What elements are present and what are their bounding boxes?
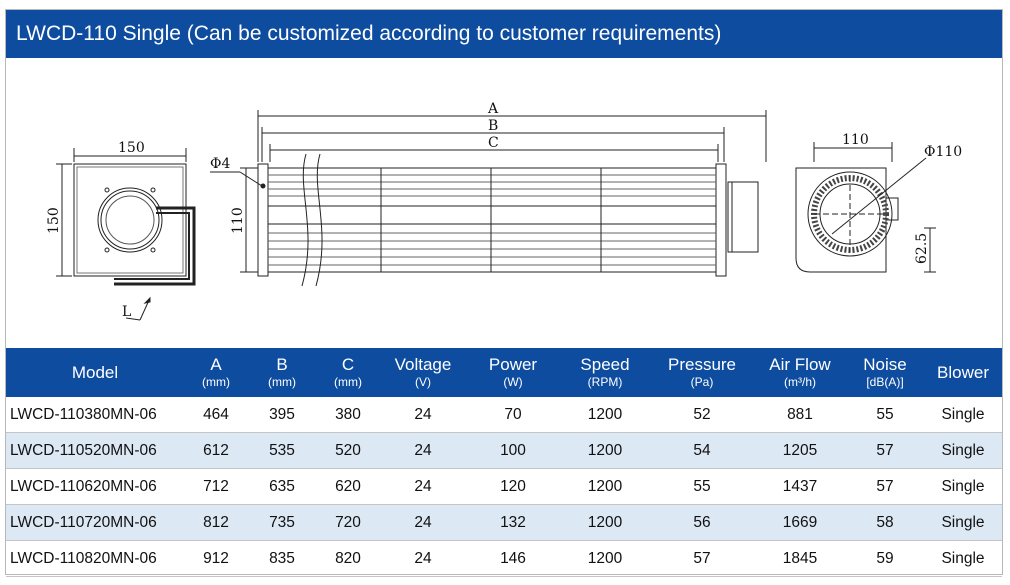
hole-diameter-label: Φ4 — [210, 156, 231, 172]
col-noise: Noise [dB(A)] — [846, 348, 924, 397]
col-power: Power (W) — [466, 348, 560, 397]
front-view — [56, 148, 194, 320]
length-c-label: C — [488, 135, 499, 151]
table-row: LWCD-110720MN-06 812 735 720 24 132 1200 56 1669 58 Single — [6, 505, 1002, 541]
col-voltage: Voltage (V) — [380, 348, 466, 397]
table-header-row — [6, 348, 1002, 397]
technical-drawing — [6, 58, 1002, 348]
col-pressure: Pressure (Pa) — [650, 348, 754, 397]
table-row: LWCD-110380MN-06 464 395 380 24 70 1200 52 881 55 Single — [6, 397, 1002, 433]
spec-sheet — [5, 9, 1003, 575]
col-speed: Speed (RPM) — [560, 348, 650, 397]
table-row: LWCD-110520MN-06 612 535 520 24 100 1200 54 1205 57 Single — [6, 433, 1002, 469]
page-title: LWCD-110 Single (Can be customized according to customer requirements) — [6, 10, 1002, 58]
col-blower: Blower — [924, 348, 1002, 397]
length-b-label: B — [488, 118, 499, 134]
col-b: B (mm) — [248, 348, 316, 397]
col-model: Model — [6, 348, 184, 397]
front-height-label: 150 — [46, 207, 62, 234]
lead-label: L — [122, 304, 132, 320]
col-a: A (mm) — [184, 348, 248, 397]
spec-table — [6, 348, 1002, 577]
front-width-label: 150 — [118, 140, 145, 156]
col-c: C (mm) — [316, 348, 380, 397]
wheel-diameter-label: Φ110 — [924, 144, 963, 160]
length-a-label: A — [488, 101, 499, 117]
body-height-label: 110 — [230, 207, 246, 234]
col-air-flow: Air Flow (m³/h) — [754, 348, 846, 397]
outlet-height-label: 62.5 — [914, 232, 930, 264]
side-width-label: 110 — [842, 132, 869, 148]
table-row: LWCD-110620MN-06 712 635 620 24 120 1200 55 1437 57 Single — [6, 469, 1002, 505]
table-row: LWCD-110820MN-06 912 835 820 24 146 1200 57 1845 59 Single — [6, 541, 1002, 577]
